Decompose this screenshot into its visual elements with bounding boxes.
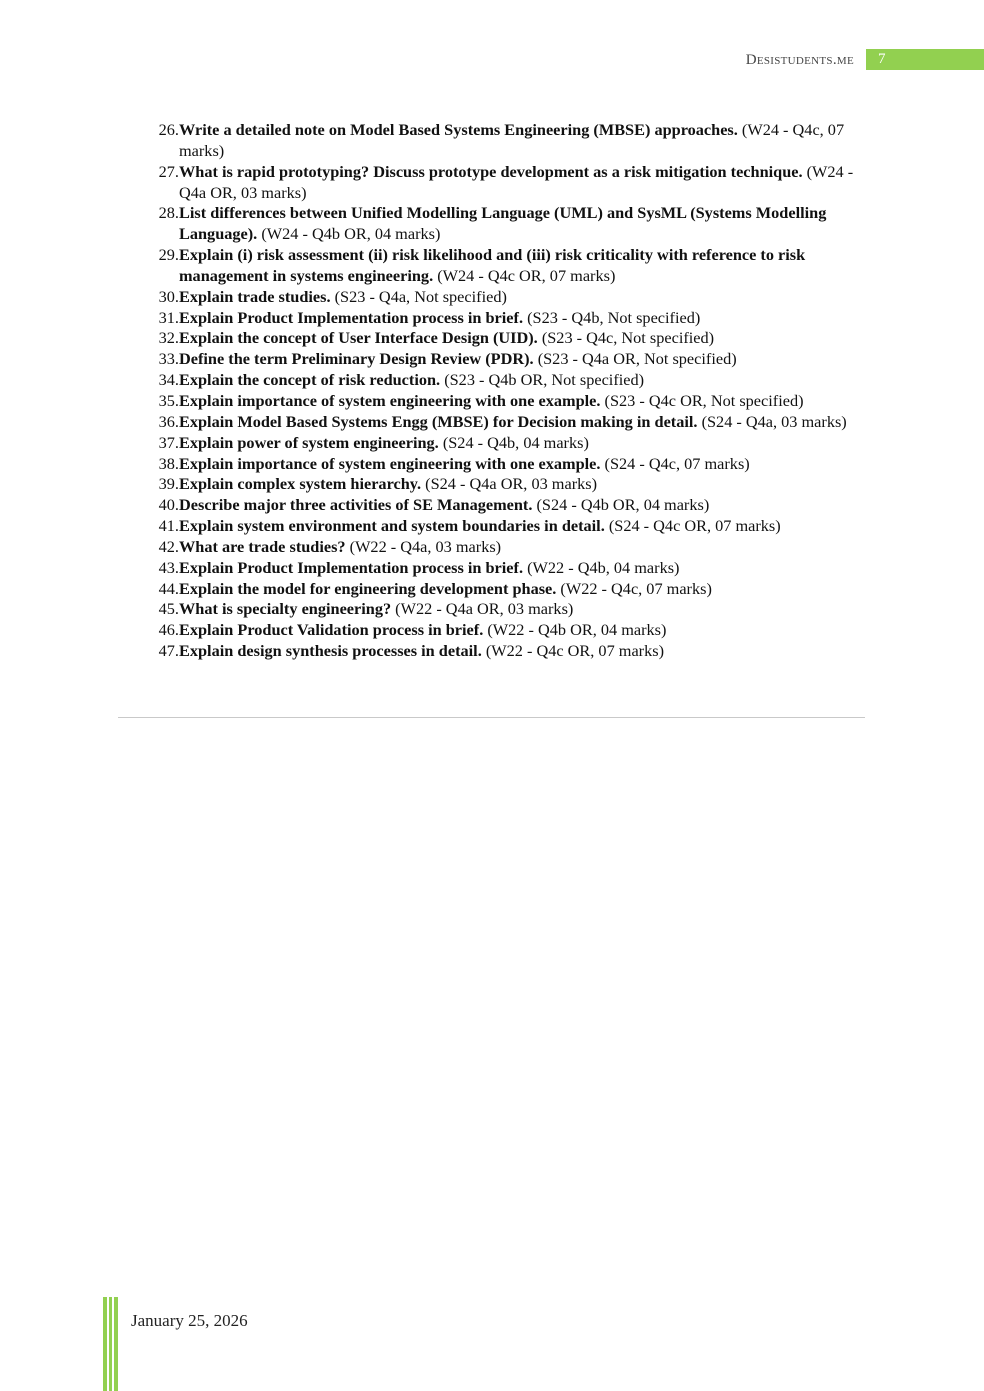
question-number [140,558,179,579]
question-body [179,391,868,412]
question-text: Explain the concept of risk reduction. [179,370,441,390]
question-number-label: 47. [158,641,179,661]
question-number-label: 31. [158,307,179,327]
footer-decorative-bars [103,1297,123,1391]
question-meta: (S24 - Q4b, 04 marks) [438,432,589,452]
question-text: Explain the concept of User Interface Design (UID). [179,328,538,348]
footer-date: January 25, 2026 [131,1311,248,1330]
question-number-label: 36. [158,411,179,431]
question-text: Explain importance of system engineering with one example. [179,453,601,473]
footer-bar [103,1297,107,1391]
question-text: Write a detailed note on Model Based Systems Engineering (MBSE) approaches. [179,120,738,139]
question-number-label: 29. [158,245,179,265]
question-number [140,474,179,495]
content-divider [118,717,865,718]
question-number-label: 30. [158,286,179,306]
question-body [179,120,868,162]
question-body [179,349,868,370]
question-number [140,287,179,308]
question-meta: (S24 - Q4c OR, 07 marks) [604,516,781,536]
question-meta: (W22 - Q4b, 04 marks) [523,557,680,577]
question-number-label: 44. [158,578,179,598]
question-number [140,433,179,454]
header-site-name: Desistudents.me [745,52,854,68]
question-text: What is rapid prototyping? Discuss prototype development as a risk mitigation technique. [179,161,803,181]
question-meta: (W24 - Q4c, 07 marks) [179,120,845,160]
question-body [179,641,868,662]
question-item [140,162,868,204]
question-body [179,328,868,349]
question-number-label: 34. [158,370,179,390]
question-item [140,454,868,475]
question-item [140,516,868,537]
question-meta: (S23 - Q4c, Not specified) [537,328,715,348]
question-item [140,495,868,516]
question-item [140,412,868,433]
question-number [140,537,179,558]
question-text: Explain complex system hierarchy. [179,474,422,494]
question-body [179,162,868,204]
question-body [179,558,868,579]
question-body [179,370,868,391]
question-item [140,203,868,245]
question-text: List differences between Unified Modelling Language (UML) and SysML (Systems Modelling Language). [179,203,827,244]
question-meta: (S24 - Q4b OR, 04 marks) [532,495,710,515]
question-number-label: 40. [158,495,179,515]
question-number-label: 46. [158,620,179,640]
question-body [179,537,868,558]
footer-bar [114,1297,118,1391]
question-meta: (S23 - Q4a, Not specified) [330,286,507,306]
footer-bar [109,1297,112,1391]
question-number [140,599,179,620]
question-meta: (S24 - Q4a OR, 03 marks) [421,474,598,494]
question-number-label: 45. [158,599,179,619]
question-text: Define the term Preliminary Design Review (PDR). [179,349,534,369]
question-text: What are trade studies? [179,536,346,556]
question-number-label: 26. [158,120,179,139]
question-body [179,433,868,454]
question-meta: (W24 - Q4c OR, 07 marks) [433,265,616,285]
question-number-label: 35. [158,390,179,410]
question-number [140,454,179,475]
question-meta: (S24 - Q4c, 07 marks) [600,453,750,473]
question-text: Explain importance of system engineering with one example. [179,390,601,410]
question-number [140,308,179,329]
question-list [140,120,868,662]
question-number-label: 33. [158,349,179,369]
question-text: Explain design synthesis processes in detail. [179,641,482,661]
question-body [179,245,868,287]
question-text: Explain Product Implementation process in brief. [179,557,524,577]
question-item [140,370,868,391]
question-item [140,558,868,579]
question-number-label: 38. [158,453,179,473]
question-body [179,287,868,308]
question-number-label: 43. [158,557,179,577]
question-number [140,495,179,516]
question-meta: (S23 - Q4b, Not specified) [523,307,701,327]
question-text: Explain trade studies. [179,286,331,306]
page-number: 7 [878,51,886,67]
question-meta: (S23 - Q4a OR, Not specified) [533,349,737,369]
question-body [179,620,868,641]
question-number [140,391,179,412]
question-body [179,495,868,516]
question-number [140,162,179,204]
question-body [179,203,868,245]
question-item [140,287,868,308]
question-number-label: 32. [158,328,179,348]
question-meta: (W22 - Q4c OR, 07 marks) [481,641,664,661]
question-number [140,349,179,370]
question-meta: (S23 - Q4c OR, Not specified) [600,390,804,410]
question-item [140,620,868,641]
question-item [140,308,868,329]
question-item [140,641,868,662]
question-item [140,120,868,162]
question-item [140,579,868,600]
question-number [140,516,179,537]
question-text: Explain (i) risk assessment (ii) risk likelihood and (iii) risk criticality with reference to risk management in systems engineering. [179,245,806,285]
question-body [179,599,868,620]
question-number [140,328,179,349]
question-number [140,412,179,433]
question-number [140,620,179,641]
question-number-label: 28. [158,203,179,223]
question-number-label: 37. [158,432,179,452]
question-number [140,245,179,287]
question-text: Explain system environment and system boundaries in detail. [179,516,605,536]
question-body [179,474,868,495]
question-item [140,433,868,454]
question-text: Explain power of system engineering. [179,432,439,452]
question-meta: (W24 - Q4a OR, 03 marks) [179,161,854,202]
question-body [179,579,868,600]
question-body [179,308,868,329]
question-meta: (W24 - Q4b OR, 04 marks) [257,224,441,244]
question-meta: (W22 - Q4a OR, 03 marks) [391,599,574,619]
question-number [140,370,179,391]
question-item [140,328,868,349]
question-text: What is specialty engineering? [179,599,392,619]
question-meta: (W22 - Q4c, 07 marks) [556,578,712,598]
question-meta: (S23 - Q4b OR, Not specified) [440,370,645,390]
question-number [140,641,179,662]
question-meta: (S24 - Q4a, 03 marks) [697,411,847,431]
question-text: Explain Product Implementation process in brief. [179,307,524,327]
question-number-label: 42. [158,536,179,556]
question-number-label: 27. [158,161,179,181]
question-text: Describe major three activities of SE Management. [179,495,533,515]
question-body [179,412,868,433]
question-meta: (W22 - Q4a, 03 marks) [345,536,502,556]
question-item [140,474,868,495]
question-number-label: 39. [158,474,179,494]
question-text: Explain Product Validation process in brief. [179,620,484,640]
question-item [140,599,868,620]
question-item [140,245,868,287]
question-text: Explain Model Based Systems Engg (MBSE) for Decision making in detail. [179,411,698,431]
question-item [140,349,868,370]
question-number [140,203,179,245]
question-text: Explain the model for engineering development phase. [179,578,557,598]
question-body [179,516,868,537]
question-item [140,391,868,412]
question-number [140,120,179,162]
question-item [140,537,868,558]
question-body [179,454,868,475]
question-number-label: 41. [158,516,179,536]
question-number [140,579,179,600]
question-meta: (W22 - Q4b OR, 04 marks) [483,620,667,640]
page-number-badge [866,49,984,70]
